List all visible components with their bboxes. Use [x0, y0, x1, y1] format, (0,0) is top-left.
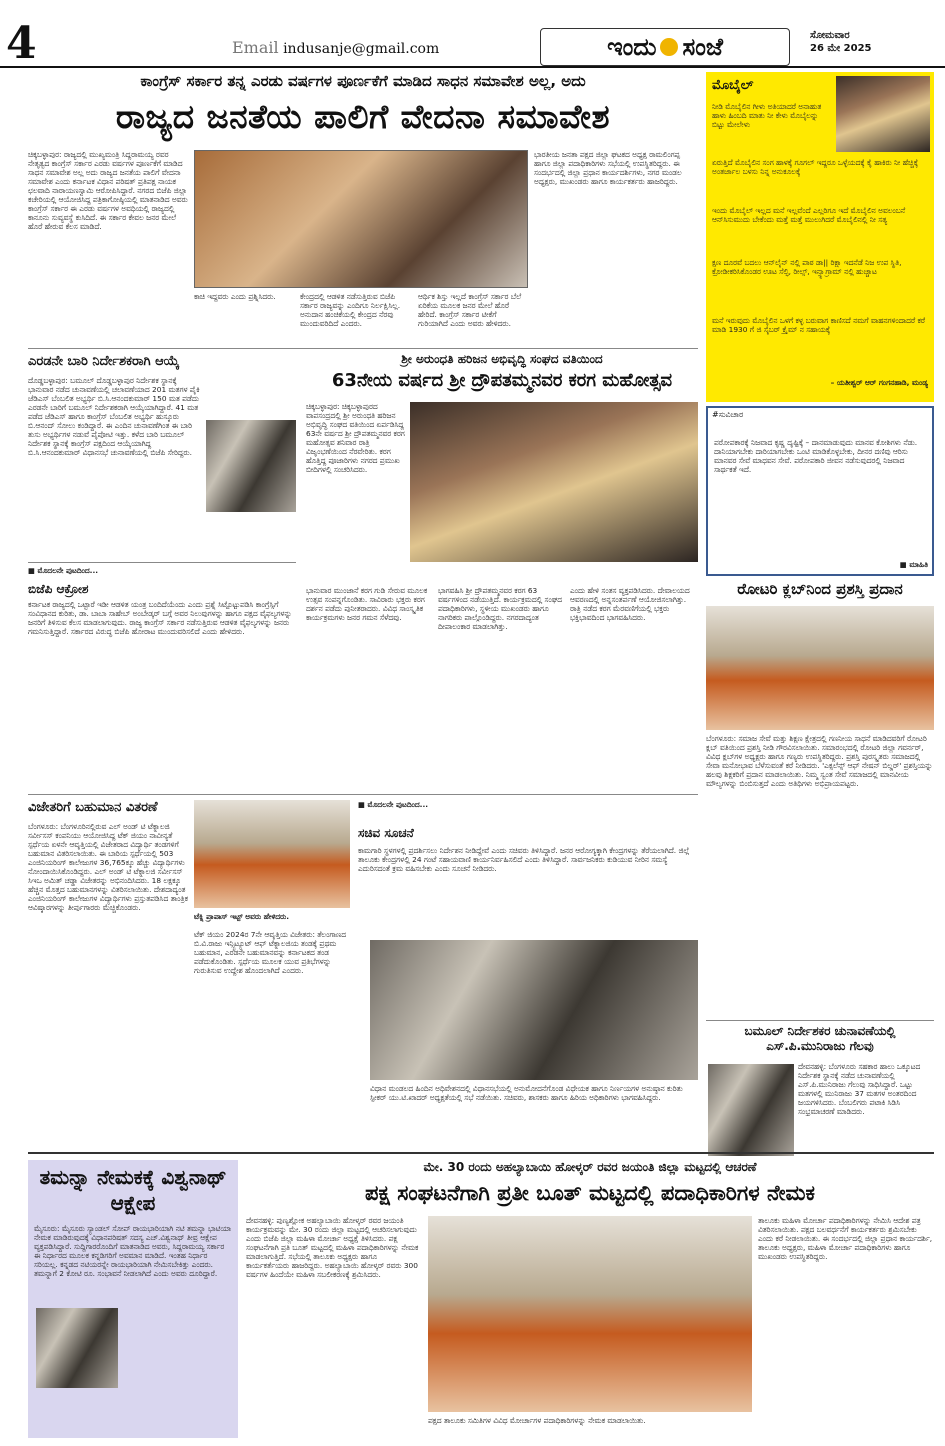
karaga-headline: 63ನೇಯ ವರ್ಷದ ಶ್ರೀ ದ್ರೌಪತಮ್ಮನವರ ಕರಗ ಮಹೋತ್ಸವ — [331, 370, 673, 391]
email-label: Email — [232, 38, 279, 57]
meet-text: ಕಾಮಗಾರಿ ಸ್ಥಳಗಳಲ್ಲಿ ಪ್ರದರ್ಶಿಸಲು ನಿರ್ದೇಶನ ನೀಡಿದ್ದೇವೆ ಎಂದು ಸಚಿವರು ತಿಳಿಸಿದ್ದಾರೆ. ಜನರ ಆರೋಗ್ಯಕ್ಕಾಗಿ ಕೇಂದ್ರಗಳನ್ನು ತೆರೆಯಲಾಗಿದೆ. ಜಿಲ್ಲೆ ತಾಲೂಕು ಕೇಂದ್ರಗಳಲ್ಲಿ 24 ಗಂಟೆ ಸಹಾಯವಾಣಿ ಕಾರ್ಯನಿರ್ವಹಿಸಲಿದೆ ಎಂದು ತಿಳಿಸಿದ್ದಾರೆ. ಸಾರ್ವಜನಿಕರು ಕುಡಿಯುವ ನೀರಿನ ಸಮಸ್ಯೆ ಎದುರಿಸದಂತೆ ಕ್ರಮ ವಹಿಸಬೇಕು ಎಂದು ಸೂಚನೆ ನೀಡಿದರು. — [358, 846, 690, 874]
row-divider-3 — [28, 1152, 934, 1154]
lead-headline: ರಾಜ್ಯದ ಜನತೆಯ ಪಾಲಿಗೆ ವೇದನಾ ಸಮಾವೇಶ — [115, 97, 611, 136]
karaga-col-2: ಭಾನುವಾರ ಮುಂಜಾನೆ ಕರಗ ಗುಡಿ ಸೇರುವ ಮೂಲಕ ಉತ್ಸವ ಸಂಪನ್ನಗೊಂಡಿತು. ಸಾವಿರಾರು ಭಕ್ತರು ಕರಗ ದರ್ಶನ ಪಡೆದು ಪುನೀತರಾದರು. ವಿವಿಧ ಸಾಂಸ್ಕೃತಿಕ ಕಾರ್ಯಕ್ರಮಗಳು ಜನರ ಗಮನ ಸೆಳೆದವು. — [306, 586, 428, 623]
mobile-stanza-4: ಕ್ಷಣ ದೂರವೆ ಬದಲು ಆನ್‌ಲೈನ್ ನಲ್ಲಿ ಪಾಠ ಡಾ|| ರಿಕ್ಷಾ ಇದನೆಡೆ ನಿಜ ಉಪ ಸ್ಥಿತಿ, ಕ್ರೋಡೀಕರಿಸಿಕೊಂಡರ ಊಟ ಸೆಲ್ಫಿ, ರೀಲ್ಸ್, ಇನ್ಸ್ಟಾ‌ಗ್ರಾಮ್ ನಲ್ಲಿ ಹುಚ್ಚಾಟ — [712, 258, 902, 277]
lead-kicker: ಕಾಂಗ್ರೆಸ್ ಸರ್ಕಾರ ತನ್ನ ಎರಡು ವರ್ಷಗಳ ಪೂರ್ಣಕೆಗೆ ಮಾಡಿದ ಸಾಧನ ಸಮಾವೇಶ ಅಲ್ಲ, ಅದು — [140, 72, 586, 90]
issue-date: 26 ಮೇ 2025 — [810, 42, 872, 54]
masthead-divider — [0, 66, 945, 68]
karaga-col-4: ಎಂದು ಹೇಳಿ ಸಂತಸ ವ್ಯಕ್ತಪಡಿಸಿದರು. ದೇವಾಲಯದ ಆವರಣದಲ್ಲಿ ಅನ್ನಸಂತರ್ಪಣೆ ಆಯೋಜಿಸಲಾಗಿತ್ತು. ರಾತ್ರಿ ನಡೆದ ಕರಗ ಮೆರವಣಿಗೆಯಲ್ಲಿ ಭಕ್ತರು ಭಕ್ತಿಭಾವದಿಂದ ಭಾಗವಹಿಸಿದರು. — [570, 586, 690, 623]
mobile-stanza-5: ಮನೆ ಇರುವುದು ಮೊಬೈಲಿನ ಒಳಗೆ ಕಳ್ಳ ಬರುವಾಗ ಕಾಣಿಸದೆ ನಮಗೆ ವಾಹನಗಳಿಂದಾದರೆ ಕರೆ ಮಾಡಿ 1930 ಗೆ ಜಿ ಸೈಬರ್ ಕ್ರೈಮ್ ನ ಸಹಾಯಕ್ಕೆ — [712, 316, 926, 335]
email-line — [232, 38, 532, 58]
award-text-2: ಟೆಕ್ ಜಿಯಂ 2024ರ 7ನೇ ಆವೃತ್ತಿಯ ವಿಜೇತರು: ತೆಲಂಗಾಣದ ಬಿ.ವಿ.ರಾಜು ಇನ್ಸ್ಟಿಟ್ಯೂಟ್ ಆಫ್ ಟೆಕ್ನಾಲಜಿಯ ತಂಡಕ್ಕೆ ಪ್ರಥಮ ಬಹುಮಾನ, ಎರಡನೇ ಬಹುಮಾನವನ್ನು ಕರ್ನಾಟಕದ ತಂಡ ಪಡೆದುಕೊಂಡಿತು. ಸ್ಪರ್ಧೆಯ ಮೂಲಕ ಯುವ ಪ್ರತಿಭೆಗಳನ್ನು ಗುರುತಿಸುವ ಉದ್ದೇಶ ಹೊಂದಲಾಗಿದೆ ಎಂದರು. — [194, 930, 346, 976]
award-photo — [194, 800, 350, 908]
booth-photo — [428, 1216, 752, 1412]
tamanna-headline: ತಮನ್ನಾ ನೇಮಕಕ್ಕೆ ವಿಶ್ವನಾಥ್ ಆಕ್ಷೇಪ — [39, 1165, 227, 1215]
rotary-photo — [706, 606, 934, 730]
bamul-headline: ಬಮೂಲ್ ನಿರ್ದೇಶಕರ ಚುನಾವಣೆಯಲ್ಲಿ ಎಸ್.ಪಿ.ಮುನಿರಾಜು ಗೆಲವು — [744, 1024, 896, 1053]
vishwanath-portrait — [36, 1308, 118, 1388]
mobile-stanza-1: ನೀಡಿ ಮೊಬೈಲಿನ ಗೀಳು ಅತಿಯಾದರೆ ಅನಾಹುತ ಹಾಳು ಹಿಂಬದಿ ಮಾತು ನೀ ಕೇಳು ಮೊಬೈಲನ್ನು ಬಿಟ್ಟು ಮೇಲೇಳು — [712, 102, 822, 130]
lead-photo-caption: ಕಾಚಿ ಇದ್ದವರು ಎಂದು ಪ್ರಶ್ನಿಸಿದರು. — [194, 292, 276, 301]
row-divider-2 — [28, 794, 698, 795]
lead-col-last: ಭಾರತೀಯ ಜನತಾ ಪಕ್ಷದ ಜಿಲ್ಲಾ ಘಟಕದ ಅಧ್ಯಕ್ಷ ರಾಮಲಿಂಗಪ್ಪ ಹಾಗೂ ಜಿಲ್ಲಾ ಪದಾಧಿಕಾರಿಗಳು ಸಭೆಯಲ್ಲಿ ಉಪಸ್ಥಿತರಿದ್ದರು. ಈ ಸಂದರ್ಭದಲ್ಲಿ ಜಿಲ್ಲಾ ಪ್ರಧಾನ ಕಾರ್ಯದರ್ಶಿಗಳು, ನಗರ ಮಂಡಲ ಅಧ್ಯಕ್ಷರು, ಮುಖಂಡರು ಹಾಗೂ ಕಾರ್ಯಕರ್ತರು ಹಾಜರಿದ್ದರು. — [534, 150, 682, 187]
mobile-title: ಮೊಬೈಲ್ — [712, 78, 754, 93]
booth-kicker: ಮೇ. 30 ರಂದು ಅಹಲ್ಯಾಬಾಯಿ ಹೋಳ್ಕರ್ ರವರ ಜಯಂತಿ ಜಿಲ್ಲಾ ಮಟ್ಟದಲ್ಲಿ ಆಚರಣೆ — [423, 1160, 757, 1174]
award-text: ಬೆಂಗಳೂರು: ಬೆಂಗಳೂರಿನಲ್ಲಿರುವ ಎಲ್ ಅಂಡ್ ಟಿ ಟೆಕ್ನಾಲಜಿ ಸರ್ವೀಸಸ್ ಕಂಪನಿಯು ಆಯೋಜಿಸಿದ್ದ ಟೆಕ್ ಜಿಯಂ ನಾವೀನ್ಯತೆ ಸ್ಪರ್ಧೆಯ ಏಳನೇ ಆವೃತ್ತಿಯಲ್ಲಿ ವಿಜೇತರಾದ ವಿದ್ಯಾರ್ಥಿ ತಂಡಗಳಿಗೆ ಬಹುಮಾನ ವಿತರಿಸಲಾಯಿತು. ಈ ಬಾರಿಯ ಸ್ಪರ್ಧೆಯಲ್ಲಿ 503 ಎಂಜಿನಿಯರಿಂಗ್ ಕಾಲೇಜುಗಳ 36,765ಕ್ಕೂ ಹೆಚ್ಚು ವಿದ್ಯಾರ್ಥಿಗಳು ನೋಂದಾಯಿಸಿಕೊಂಡಿದ್ದರು. ಎಲ್ ಅಂಡ್ ಟಿ ಟೆಕ್ನಾಲಜಿ ಸರ್ವೀಸಸ್ ಸಿಇಒ ಅಮಿತ್ ಚಡ್ಡಾ ವಿಜೇತರನ್ನು ಅಭಿನಂದಿಸಿದರು. 18 ಲಕ್ಷಕ್ಕೂ ಹೆಚ್ಚಿನ ಮೊತ್ತದ ಬಹುಮಾನಗಳನ್ನು ವಿತರಿಸಲಾಯಿತು. ದೇಶದಾದ್ಯಂತ ಎಂಜಿನಿಯರಿಂಗ್ ಕಾಲೇಜುಗಳ ವಿದ್ಯಾರ್ಥಿಗಳು ಪ್ರಸ್ತುತಪಡಿಸಿದ ತಾಂತ್ರಿಕ ಆವಿಷ್ಕಾರಗಳನ್ನು ತೀರ್ಪುಗಾರರು ಮೆಚ್ಚಿಕೊಂಡರು. — [28, 822, 188, 913]
award-caption: ಟೆಕ್ನಿ ಪ್ರಾಪಾಸ್ ಇಟ್ಟ್ ಅವರು ಹೇಳಿದರು. — [194, 912, 290, 921]
suvichara-box — [706, 406, 934, 576]
mobile-author: – ಯತೀಶ್ವರ್ ಆರ್ ಗಂಗನಹಾಡಿ, ಮಂಡ್ಯ — [830, 378, 928, 387]
director-headline: ಎರಡನೇ ಬಾರಿ ನಿರ್ದೇಶಕರಾಗಿ ಆಯ್ಕೆ — [28, 354, 180, 369]
bamul-portrait — [708, 1064, 794, 1156]
lead-photo — [194, 150, 528, 288]
director-continued: ■ ಮೊದಲನೇ ಪುಟದಿಂದ... — [28, 566, 99, 575]
mobile-poem-box — [706, 72, 934, 402]
director-text: ದೊಡ್ಡಬಳ್ಳಾಪುರ: ಬಮೂಲ್ ದೊಡ್ಡಬಳ್ಳಾಪುರ ನಿರ್ದೇಶಕ ಸ್ಥಾನಕ್ಕೆ ಭಾನುವಾರ ನಡೆದ ಚುನಾವಣೆಯಲ್ಲಿ ಚಲಾವಣೆಯಾದ 201 ಮತಗಳ ಪೈಕಿ ಜೆಡಿಎಸ್ ಬೆಂಬಲಿತ ಅಭ್ಯರ್ಥಿ ಬಿ.ಸಿ.ಆನಂದಕುಮಾರ್ 150 ಮತ ಪಡೆದು ಎರಡನೇ ಬಾರಿಗೆ ಬಮೂಲ್ ನಿರ್ದೇಶಕರಾಗಿ ಆಯ್ಕೆಯಾಗಿದ್ದಾರೆ. 41 ಮತ ಪಡೆದ ಜೆಡಿಎಸ್ ಹಾಗೂ ಕಾಂಗ್ರೆಸ್ ಬೆಂಬಲಿತ ಅಭ್ಯರ್ಥಿ ಹುಸ್ಕೂರು ಬಿ.ಆನಂದ್ ಸೋಲು ಕಂಡಿದ್ದಾರೆ. ಈ ಎಂದಿನ ಚುನಾವಣೆಗಿಂತ ಈ ಬಾರಿ ತುಸು ಅಭ್ಯರ್ಥಿಗಳ ನಡುವೆ ಪೈಪೋಟಿ ಇತ್ತು. ಕಳೆದ ಬಾರಿ ಬಮೂಲ್ ನಿರ್ದೇಶಕ ಸ್ಥಾನಕ್ಕೆ ಕಾಂಗ್ರೆಸ್ ಪಕ್ಷದಿಂದ ಆಯ್ಕೆಯಾಗಿದ್ದ ಬಿ.ಸಿ.ಆನಂದಕುಮಾರ್ ವಿಧಾನಸಭೆ ಚುನಾವಣೆಯಲ್ಲಿ ಬಿಜೆಪಿ ಸೇರಿದ್ದರು. — [28, 376, 200, 458]
bjp-anger-subhead: ಬಿಜೆಪಿ ಆಕ್ರೋಶ — [28, 582, 89, 596]
suvichara-title: #ಸುವಿಚಾರ — [712, 410, 744, 419]
director-photo — [206, 420, 296, 512]
lead-col-right: ಆರ್ಥಿಕ ಶಿಸ್ತು ಇಲ್ಲದೆ ಕಾಂಗ್ರೆಸ್ ಸರ್ಕಾರ ಬೆಲೆ ಏರಿಕೆಯ ಮೂಲಕ ಜನರ ಮೇಲೆ ಹೊರೆ ಹೇರಿದೆ. ಕಾಂಗ್ರೆಸ್ ಸರ್ಕಾರ ಟೀಕೆಗೆ ಗುರಿಯಾಗಿದೆ ಎಂದು ಅವರು ಹೇಳಿದರು. — [418, 292, 522, 329]
booth-col-1: ದೇವನಹಳ್ಳಿ: ಪುಣ್ಯಶ್ಲೋಕ ಅಹಲ್ಯಾಬಾಯಿ ಹೋಳ್ಕರ್ ರವರ ಜಯಂತಿ ಕಾರ್ಯಕ್ರಮವನ್ನು ಮೇ. 30 ರಂದು ಜಿಲ್ಲಾ ಮಟ್ಟದಲ್ಲಿ ಆಚರಿಸಲಾಗುವುದು ಎಂದು ಬಿಜೆಪಿ ಜಿಲ್ಲಾ ಮಹಿಳಾ ಮೋರ್ಚಾ ಅಧ್ಯಕ್ಷೆ ತಿಳಿಸಿದರು. ಪಕ್ಷ ಸಂಘಟನೆಗಾಗಿ ಪ್ರತಿ ಬೂತ್ ಮಟ್ಟದಲ್ಲಿ ಮಹಿಳಾ ಪದಾಧಿಕಾರಿಗಳನ್ನು ನೇಮಕ ಮಾಡಲಾಗುತ್ತಿದೆ. ಸಭೆಯಲ್ಲಿ ತಾಲೂಕು ಅಧ್ಯಕ್ಷರು ಹಾಗೂ ಕಾರ್ಯಕರ್ತೆಯರು ಹಾಜರಿದ್ದರು. ಅಹಲ್ಯಾಬಾಯಿ ಹೋಳ್ಕರ್ ರವರು 300 ವರ್ಷಗಳ ಹಿಂದೆಯೇ ಮಹಿಳಾ ಸಬಲೀಕರಣಕ್ಕೆ ಶ್ರಮಿಸಿದರು. — [246, 1216, 419, 1280]
booth-col-2: ತಾಲೂಕು ಮಹಿಳಾ ಮೋರ್ಚಾ ಪದಾಧಿಕಾರಿಗಳನ್ನು ನೇಮಿಸಿ ಆದೇಶ ಪತ್ರ ವಿತರಿಸಲಾಯಿತು. ಪಕ್ಷದ ಬಲವರ್ಧನೆಗೆ ಕಾರ್ಯಕರ್ತರು ಶ್ರಮಿಸಬೇಕು ಎಂದು ಕರೆ ನೀಡಲಾಯಿತು. ಈ ಸಂದರ್ಭದಲ್ಲಿ ಜಿಲ್ಲಾ ಪ್ರಧಾನ ಕಾರ್ಯದರ್ಶಿ, ತಾಲೂಕು ಅಧ್ಯಕ್ಷರು, ಮಹಿಳಾ ಮೋರ್ಚಾ ಪದಾಧಿಕಾರಿಗಳು ಹಾಗೂ ಮುಖಂಡರು ಉಪಸ್ಥಿತರಿದ್ದರು. — [758, 1216, 933, 1262]
logo-dot-icon — [660, 38, 678, 56]
director-divider — [28, 562, 296, 563]
suvichara-tag: ■ ಮಾಹಿತಿ — [899, 560, 928, 569]
meet-continued: ■ ಮೊದಲನೇ ಪುಟದಿಂದ... — [358, 800, 429, 809]
paper-logo — [540, 28, 790, 66]
karaga-kicker: ಶ್ರೀ ಅರುಂಧತಿ ಹರಿಜನ ಅಭಿವೃದ್ಧಿ ಸಂಘದ ವತಿಯಿಂದ — [401, 352, 603, 366]
karaga-photo — [410, 402, 698, 562]
row-divider-1 — [28, 348, 698, 349]
karaga-col-1: ಚಿಕ್ಕಬಳ್ಳಾಪುರ: ಚಿಕ್ಕಬಳ್ಳಾಪುರದ ವಾಪಸಂದ್ರದಲ್ಲಿ ಶ್ರೀ ಅರುಂಧತಿ ಹರಿಜನ ಅಭಿವೃದ್ಧಿ ಸಂಘದ ವತಿಯಿಂದ ಏರ್ಪಡಿಸಿದ್ದ 63ನೇ ವರ್ಷದ ಶ್ರೀ ದ್ರೌಪತಮ್ಮನವರ ಕರಗ ಮಹೋತ್ಸವ ಶನಿವಾರ ರಾತ್ರಿ ವಿಜೃಂಭಣೆಯಿಂದ ನೆರವೇರಿತು. ಕರಗ ಹೊತ್ತಿದ್ದ ಪೂಜಾರಿಗಳು ನಗರದ ಪ್ರಮುಖ ಬೀದಿಗಳಲ್ಲಿ ಸಂಚರಿಸಿದರು. — [306, 402, 405, 475]
date-block — [810, 30, 930, 66]
rotary-headline: ರೋಟರಿ ಕ್ಲಬ್‌ನಿಂದ ಪ್ರಶಸ್ತಿ ಪ್ರದಾನ — [737, 580, 903, 598]
meet-subhead: ಸಚಿವ ಸೂಚನೆ — [358, 826, 414, 840]
meeting-photo — [370, 940, 698, 1080]
page-number: 4 — [6, 22, 37, 66]
paper-name-right: ಸಂಜೆ — [682, 33, 723, 61]
booth-caption: ಪಕ್ಷದ ತಾಲೂಕು ಸಮಿತಿಗಳ ವಿವಿಧ ಮೋರ್ಚಾಗಳ ಪದಾಧಿಕಾರಿಗಳನ್ನು ನೇಮಕ ಮಾಡಲಾಯಿತು. — [428, 1416, 646, 1425]
lead-col-1: ಚಿಕ್ಕಬಳ್ಳಾಪುರ: ರಾಜ್ಯದಲ್ಲಿ ಮುಖ್ಯಮಂತ್ರಿ ಸಿದ್ದರಾಮಯ್ಯ ರವರ ನೇತೃತ್ವದ ಕಾಂಗ್ರೆಸ್ ಸರ್ಕಾರ ಎರಡು ವರ್ಷಗಳ ಪೂರ್ಣಕೆಗೆ ಮಾಡಿದ ಸಾಧನ ಸಮಾವೇಶ ಅಲ್ಲ ಅದು ರಾಜ್ಯದ ಜನತೆಯ ಪಾಲಿಗೆ ವೇದನಾ ಸಮಾವೇಶ ಎಂದು ಕರ್ನಾಟಕ ವಿಧಾನ ಪರಿಷತ್ ಪ್ರತಿಪಕ್ಷ ನಾಯಕ ಛಲವಾದಿ ನಾರಾಯಣಸ್ವಾಮಿ ಆರೋಪಿಸಿದ್ದಾರೆ. ನಗರದ ಬಿಜೆಪಿ ಜಿಲ್ಲಾ ಕಚೇರಿಯಲ್ಲಿ ಆಯೋಜಿಸಿದ್ದ ಪತ್ರಿಕಾಗೋಷ್ಠಿಯಲ್ಲಿ ಮಾತನಾಡಿದ ಅವರು ಕಾಂಗ್ರೆಸ್ ಸರ್ಕಾರ ಈ ಎರಡು ವರ್ಷಗಳ ಅವಧಿಯಲ್ಲಿ ರಾಜ್ಯದಲ್ಲಿ ಕಾನೂನು ಸುವ್ಯವಸ್ಥೆ ಕುಸಿದಿದೆ. ಈ ಸರ್ಕಾರ ಕೇವಲ ಜನರ ಮೇಲೆ ಹೊರೆ ಹೇರುವ ಕೆಲಸ ಮಾಡಿದೆ. — [28, 150, 188, 232]
rotary-text: ಬೆಂಗಳೂರು: ಸಮಾಜ ಸೇವೆ ಮತ್ತು ಶಿಕ್ಷಣ ಕ್ಷೇತ್ರದಲ್ಲಿ ಗಣನೀಯ ಸಾಧನೆ ಮಾಡಿದವರಿಗೆ ರೋಟರಿ ಕ್ಲಬ್ ವತಿಯಿಂದ ಪ್ರಶಸ್ತಿ ನೀಡಿ ಗೌರವಿಸಲಾಯಿತು. ಸಮಾರಂಭದಲ್ಲಿ ರೋಟರಿ ಜಿಲ್ಲಾ ಗವರ್ನರ್, ವಿವಿಧ ಕ್ಲಬ್‌ಗಳ ಅಧ್ಯಕ್ಷರು ಹಾಗೂ ಗಣ್ಯರು ಉಪಸ್ಥಿತರಿದ್ದರು. ಪ್ರಶಸ್ತಿ ಪುರಸ್ಕೃತರು ಸಮಾಜದಲ್ಲಿ ಸೇವಾ ಮನೋಭಾವ ಬೆಳೆಸುವಂತೆ ಕರೆ ನೀಡಿದರು. 'ಎಕ್ಸಲೆನ್ಸ್ ಆಫ್ ನೇಷನ್ ಬಿಲ್ಡರ್' ಪ್ರಶಸ್ತಿಯನ್ನು ಹಲವು ಶಿಕ್ಷಕರಿಗೆ ಪ್ರದಾನ ಮಾಡಲಾಯಿತು. ನಿಮ್ಮ ಸ್ವಂತ ಸೇವೆ ಸಮಾಜದಲ್ಲಿ ಮಾನವೀಯ ಮೌಲ್ಯಗಳನ್ನು ಬಿಂಬಿಸುತ್ತದೆ ಎಂದು ಅತಿಥಿಗಳು ಅಭಿಪ್ರಾಯಪಟ್ಟರು. — [706, 734, 933, 789]
booth-headline: ಪಕ್ಷ ಸಂಘಟನೆಗಾಗಿ ಪ್ರತೀ ಬೂತ್ ಮಟ್ಟದಲ್ಲಿ ಪದಾಧಿಕಾರಿಗಳ ನೇಮಕ — [365, 1181, 815, 1205]
suvichara-text: ಪರೋಪಕಾರಕ್ಕೆ ನಿಜವಾದ ಕೃಷ್ಣ ದೃಷ್ಟಿಕ್ಕೆ – ದಾನಮಾಡುವುದು ಮಾನವ ಕೋಶಿಗಳು ನೆಡು. ದಾನಿಯಾಗಬೇಕು ದಾರಿಯಾಗಬೇಕು ಒಂಟಿ ಮಾಡಿಕೊಳ್ಳಬೇಕು, ದೀನರ ದಣಿವು ಆರಿಸು ಮಾನವರ ಸೇವೆ ಮಾಧವನ ಸೇವೆ. ಪರೋಪಕಾರಿ ಜೀವನ ನಡೆಸುವುದರಲ್ಲಿ ನಿಜವಾದ ಸಾರ್ಥಕತೆ ಇದೆ. — [714, 438, 918, 475]
paper-name-left: ಇಂದು — [607, 33, 657, 61]
karaga-col-3: ಭಾಗವಹಿಸಿ ಶ್ರೀ ದ್ರೌಪತಮ್ಮನವರ ಕರಗ 63 ವರ್ಷಗಳಿಂದ ನಡೆಯುತ್ತಿದೆ. ಕಾರ್ಯಕ್ರಮದಲ್ಲಿ ಸಂಘದ ಪದಾಧಿಕಾರಿಗಳು, ಸ್ಥಳೀಯ ಮುಖಂಡರು ಹಾಗೂ ನಾಗರಿಕರು ಪಾಲ್ಗೊಂಡಿದ್ದರು. ನಗರದಾದ್ಯಂತ ದೀಪಾಲಂಕಾರ ಮಾಡಲಾಗಿತ್ತು. — [438, 586, 563, 632]
bamul-text: ದೇವನಹಳ್ಳಿ: ಬೆಂಗಳೂರು ಸಹಕಾರ ಹಾಲು ಒಕ್ಕೂಟದ ನಿರ್ದೇಶಕ ಸ್ಥಾನಕ್ಕೆ ನಡೆದ ಚುನಾವಣೆಯಲ್ಲಿ ಎಸ್.ಪಿ.ಮುನಿರಾಜು ಗೆಲುವು ಸಾಧಿಸಿದ್ದಾರೆ. ಒಟ್ಟು ಮತಗಳಲ್ಲಿ ಮುನಿರಾಜು 37 ಮತಗಳ ಅಂತರದಿಂದ ಜಯಗಳಿಸಿದರು. ಬೆಂಬಲಿಗರು ಪಟಾಕಿ ಸಿಡಿಸಿ ಸಂಭ್ರಮಾಚರಣೆ ಮಾಡಿದರು. — [798, 1062, 921, 1117]
tamanna-box — [28, 1160, 238, 1438]
lead-col-mid: ಕೇಂದ್ರದಲ್ಲಿ ಆಡಳಿತ ನಡೆಸುತ್ತಿರುವ ಬಿಜೆಪಿ ಸರ್ಕಾರ ರಾಜ್ಯವನ್ನು ಎಂದಿಗೂ ನಿರ್ಲಕ್ಷಿಸಿಲ್ಲ. ಅನುದಾನ ಹಂಚಿಕೆಯಲ್ಲಿ ಕೇಂದ್ರದ ನೆರವು ಮುಂದುವರಿದಿದೆ ಎಂದರು. — [300, 292, 401, 329]
email-address[interactable]: indusanje@gmail.com — [283, 41, 440, 57]
bamul-divider — [706, 1020, 934, 1021]
mobile-stanza-3: ಇಂದು ಮೊಬೈಲ್ ಇಲ್ಲದ ಮನೆ ಇಲ್ಲವೆಂದೆ ಎಲ್ಲರಿಗೂ ಇದೆ ಮೊಬೈಲಿನ ಅವಲಂಬನೆ ಆನ್‌ಸಿಸುಮುದು ಬೇಕೆಂದು ಮತ್ತೆ ಮತ್ತೆ ಮುಲುಗಿದರೆ ಮೊಬೈಲಿನಲ್ಲಿ ನೀ ಸತ್ಯ — [712, 206, 906, 225]
mobile-stanza-2: ಏರುತ್ತಿದೆ ಮೊಬೈಲಿನ ಸಂಗ ಹಾಳಕ್ಕೆ ಗೂಗಲ್ ಇದ್ದರೂ ಒಳ್ಳೆಯದಕ್ಕೆ ಕೈ ಹಾಕಿರು ನೀ ಹೆಚ್ಚಿಕ್ಕೆ ಅಂತರ್ಜಾಲ ಬಳಸು ನಿನ್ನ ಅನುಕೂಲಕ್ಕೆ — [712, 158, 919, 177]
child-with-phone-photo — [836, 76, 930, 152]
tamanna-text: ಮೈಸೂರು: ಮೈಸೂರು ಸ್ಯಾಂಡಲ್ ಸೋಪ್ ರಾಯಭಾರಿಯಾಗಿ ನಟಿ ತಮನ್ನಾ ಭಾಟಿಯಾ ನೇಮಕ ಮಾಡಿರುವುದಕ್ಕೆ ವಿಧಾನಪರಿಷತ್ ಸದಸ್ಯ ಎಚ್.ವಿಶ್ವನಾಥ್ ತೀವ್ರ ಆಕ್ಷೇಪ ವ್ಯಕ್ತಪಡಿಸಿದ್ದಾರೆ. ಸುದ್ದಿಗಾರರೊಂದಿಗೆ ಮಾತನಾಡಿದ ಅವರು, ಸಿದ್ದರಾಮಯ್ಯ ಸರ್ಕಾರ ಈ ನಿರ್ಧಾರದ ಮೂಲಕ ಕನ್ನಡಿಗರಿಗೆ ಅವಮಾನ ಮಾಡಿದೆ. ಇಂತಹ ನಿರ್ಧಾರ ಸರಿಯಲ್ಲ. ಕನ್ನಡದ ನಟಿಯರನ್ನೇ ರಾಯಭಾರಿಯಾಗಿ ನೇಮಿಸಬೇಕಿತ್ತು ಎಂದರು. ತಮನ್ನಾಗೆ 2 ಕೋಟಿ ರೂ. ಸಂಭಾವನೆ ನೀಡಲಾಗಿದೆ ಎಂದು ಅವರು ದೂರಿದ್ದಾರೆ. — [34, 1224, 231, 1279]
meeting-caption: ವಿಧಾನ ಮಂಡಲದ ಹಿಂದಿನ ಅಧಿವೇಶನದಲ್ಲಿ ವಿಧಾನಸಭೆಯಲ್ಲಿ ಅನುಮೋದನೆಗೊಂಡ ವಿಧೇಯಕ ಹಾಗೂ ನಿರ್ಣಯಗಳ ಅನುಷ್ಠಾನ ಕುರಿತು ಸ್ಪೀಕರ್ ಯು.ಟಿ.ಖಾದರ್ ಅಧ್ಯಕ್ಷತೆಯಲ್ಲಿ ಸಭೆ ನಡೆಯಿತು. ಸಚಿವರು, ಶಾಸಕರು ಹಾಗೂ ಹಿರಿಯ ಅಧಿಕಾರಿಗಳು ಭಾಗವಹಿಸಿದ್ದರು. — [370, 1084, 683, 1103]
bjp-anger-text: ಕರ್ನಾಟಕ ರಾಜ್ಯದಲ್ಲಿ ಒಟ್ಟಾರೆ ಇಡೀ ಆಡಳಿತ ಯಂತ್ರ ಬಂದಿದೆಯೆಂದು ಎಂದು ಪ್ರಶ್ನೆ ಸಿಟ್ಟೊಟ್ಟುಪಡಿಸಿ ಕಾಂಗ್ರೆಸ್ಸಿಗೆ ಸಂವಿಧಾನದ ಕುರಿತು, ಡಾ. ಬಾಬಾ ಸಾಹೇಬ್ ಅಂಬೇಡ್ಕರ್ ಬಗ್ಗೆ ಅವರ ನಿಲುವುಗಳನ್ನು ಹಾಗೂ ಪಕ್ಷದ ವೈಫಲ್ಯಗಳನ್ನು ಜನರಿಗೆ ತಿಳಿಸುವ ಕೆಲಸ ಮಾಡಲಾಗುವುದು. ರಾಜ್ಯ ಕಾಂಗ್ರೆಸ್ ಸರ್ಕಾರ ನಡೆಸುತ್ತಿರುವ ಆಡಳಿತ ವೈಫಲ್ಯಗಳನ್ನು ಜನರು ಗಮನಿಸುತ್ತಿದ್ದಾರೆ. ಸರ್ಕಾರದ ವಿರುದ್ಧ ಬಿಜೆಪಿ ಹೋರಾಟ ಮುಂದುವರಿಸಲಿದೆ ಎಂದು ಹೇಳಿದರು. — [28, 600, 292, 637]
weekday: ಸೋಮವಾರ — [810, 30, 850, 41]
award-headline: ವಿಜೇತರಿಗೆ ಬಹುಮಾನ ವಿತರಣೆ — [28, 800, 158, 815]
